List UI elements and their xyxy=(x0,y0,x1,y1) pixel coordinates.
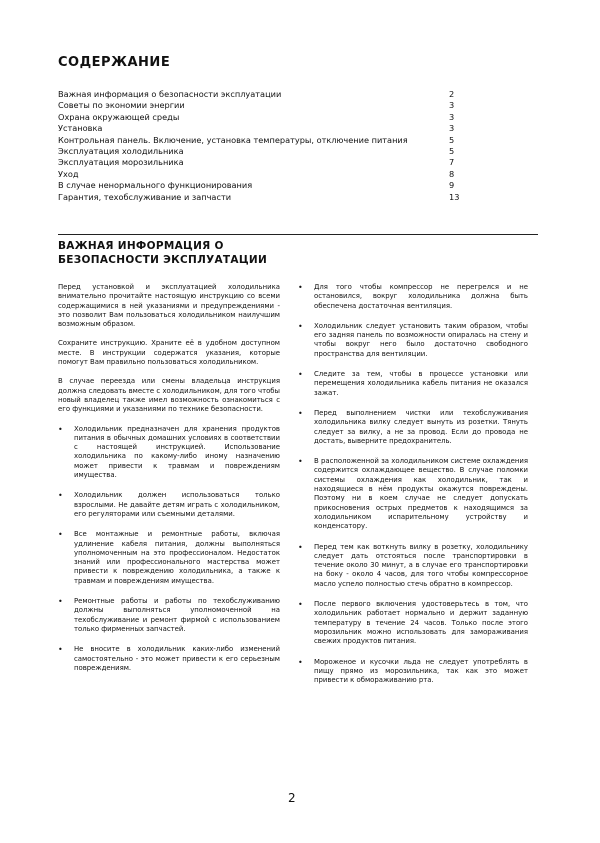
bullet-item xyxy=(298,457,528,531)
page-number: 2 xyxy=(288,791,296,805)
section-divider xyxy=(58,234,538,235)
bullet-text: Холодильник должен использоваться только взрослыми. Не давайте детям играть с холодильником, его регуляторами или съемными деталями. xyxy=(74,491,280,518)
toc-label: В случае ненормального функционирования xyxy=(58,180,253,191)
toc-page: 3 xyxy=(449,111,455,122)
toc-label: Эксплуатация холодильника xyxy=(58,145,184,156)
toc-page: 8 xyxy=(449,168,455,179)
section-title xyxy=(58,240,267,267)
intro-paragraph: В случае переезда или смены владельца инструкция должна следовать вместе с холодильником, для того чтобы новый владелец также имел возможность ознакомиться с его функциями и указаниями по технике безопасности. xyxy=(58,377,280,414)
contents-title: СОДЕРЖАНИЕ xyxy=(58,55,171,70)
bullet-text: После первого включения удостоверьтесь в том, что холодильник работает нормально и держит заданную температуру в течение 24 часов. Только после этого морозильник можно использовать для замораживания свежих продуктов питания. xyxy=(314,600,528,646)
bullet-text: В расположенной за холодильником системе охлаждения содержится охлаждающее вещество. В случае поломки системы охлаждения как холодильник, так и находящиеся в нём продукты окажутся повреждены. Поэтому ни в коем случае не следует допускать прикосновения острых предметов к находящимся за холодильником испарительному устройству и конденсатору. xyxy=(314,457,528,531)
toc-label: Гарантия, техобслуживание и запчасти xyxy=(58,191,232,202)
toc-row[interactable] xyxy=(58,112,463,123)
toc-label: Охрана окружающей среды xyxy=(58,111,180,122)
bullet-icon: • xyxy=(298,457,303,467)
bullet-item xyxy=(58,645,280,673)
bullet-text: Не вносите в холодильник каких-либо изменений самостоятельно - это может привести к его серьезным повреждениям. xyxy=(74,645,280,672)
bullet-icon: • xyxy=(298,657,303,667)
toc-row[interactable] xyxy=(58,146,463,157)
bullet-icon: • xyxy=(298,542,303,552)
toc-label: Эксплуатация морозильника xyxy=(58,157,184,168)
toc-row[interactable] xyxy=(58,192,463,203)
toc-page: 5 xyxy=(449,134,455,145)
bullet-item xyxy=(298,600,528,646)
bullet-icon: • xyxy=(58,530,63,540)
bullet-text: Ремонтные работы и работы по техобслуживанию должны выполняться уполномоченной на техобслуживание и ремонт фирмой с использованием только фирменных запчастей. xyxy=(74,597,280,633)
bullet-icon: • xyxy=(58,424,63,434)
bullet-item xyxy=(58,491,280,519)
bullet-text: Холодильник предназначен для хранения продуктов питания в обычных домашних условиях в соответствии с настоящей инструкцией. Использование холодильника по какому-либо иному назначению может привести к травмам и повреждениям имущества. xyxy=(74,424,280,480)
bullet-item xyxy=(298,658,528,686)
bullet-item xyxy=(58,597,280,634)
toc-row[interactable] xyxy=(58,135,463,146)
bullet-item xyxy=(298,370,528,398)
toc-page: 3 xyxy=(449,100,455,111)
toc-row[interactable] xyxy=(58,89,463,100)
toc-page: 5 xyxy=(449,145,455,156)
bullet-icon: • xyxy=(298,408,303,418)
bullet-text: Перед тем как воткнуть вилку в розетку, холодильнику следует дать отстояться после транспортировки в течение около 30 минут, а в случае его транспортировки на боку - около 4 часов, для того чтобы компрессорное масло успело полностью стечь обратно в компрессор. xyxy=(314,542,528,588)
bullet-text: Мороженое и кусочки льда не следует употреблять в пищу прямо из морозильника, так как это может привести к обмораживанию рта. xyxy=(314,657,528,685)
bullet-text: Холодильник следует установить таким образом, чтобы его задняя панель по возможности опиралась на стену и чтобы вокруг него было достаточно свободного пространства для вентиляции. xyxy=(314,321,528,358)
bullet-icon: • xyxy=(298,283,303,292)
toc-row[interactable] xyxy=(58,169,463,180)
toc-row[interactable] xyxy=(58,180,463,191)
toc-page: 7 xyxy=(449,157,455,168)
toc-page: 13 xyxy=(449,191,460,202)
table-of-contents xyxy=(58,89,463,203)
bullet-item xyxy=(298,322,528,359)
toc-page: 9 xyxy=(449,180,455,191)
bullet-text: Для того чтобы компрессор не перегрелся и не остановился, вокруг холодильника должна быть обеспечена достаточная вентиляция. xyxy=(314,283,528,310)
bullet-icon: • xyxy=(58,645,63,655)
toc-page: 2 xyxy=(449,89,455,99)
toc-label: Советы по экономии энергии xyxy=(58,100,185,111)
bullet-item xyxy=(58,425,280,481)
toc-page: 3 xyxy=(449,123,455,134)
bullet-icon: • xyxy=(298,600,303,610)
right-column xyxy=(298,283,528,696)
toc-label: Установка xyxy=(58,123,103,134)
bullet-text: Следите за тем, чтобы в процессе установки или перемещения холодильника кабель питания не оказался зажат. xyxy=(314,370,528,397)
bullet-text: Перед выполнением чистки или техобслуживания холодильника вилку следует вынуть из розетки. Тянуть следует за вилку, а не за провод. Если до провода не достать, выверните предохранитель. xyxy=(314,408,528,445)
bullet-item xyxy=(298,409,528,446)
bullet-icon: • xyxy=(58,597,63,607)
section-title-line: БЕЗОПАСНОСТИ ЭКСПЛУАТАЦИИ xyxy=(58,253,268,266)
intro-paragraph: Сохраните инструкцию. Храните её в удобном доступном месте. В инструкции содержатся указания, которые помогут Вам правильно пользоваться холодильником. xyxy=(58,339,280,367)
bullet-item xyxy=(298,543,528,589)
toc-row[interactable] xyxy=(58,123,463,134)
bullet-icon: • xyxy=(58,491,63,501)
intro-paragraph: Перед установкой и эксплуатацией холодильника внимательно прочитайте настоящую инструкцию со всеми содержащимися в ней указаниями и предупреждениями - это позволит Вам пользоваться холодильником наилучшим возможным образом. xyxy=(58,283,280,329)
left-column xyxy=(58,283,280,684)
bullet-item xyxy=(298,283,528,311)
toc-label: Контрольная панель. Включение, установка температуры, отключение питания xyxy=(58,134,408,145)
toc-row[interactable] xyxy=(58,157,463,168)
toc-label: Уход xyxy=(58,168,79,179)
bullet-text: Все монтажные и ремонтные работы, включая удлинение кабеля питания, должны выполняться уполномоченным на это профессионалом. Недостаток знаний или профессионального мастерства может привести к повреждению холодильника, а также к травмам и повреждениям имущества. xyxy=(74,530,280,585)
toc-row[interactable] xyxy=(58,100,463,111)
bullet-icon: • xyxy=(298,370,303,380)
section-title-line: ВАЖНАЯ ИНФОРМАЦИЯ О xyxy=(58,240,224,252)
bullet-item xyxy=(58,530,280,586)
bullet-icon: • xyxy=(298,321,303,331)
toc-label: Важная информация о безопасности эксплуатации xyxy=(58,89,282,99)
